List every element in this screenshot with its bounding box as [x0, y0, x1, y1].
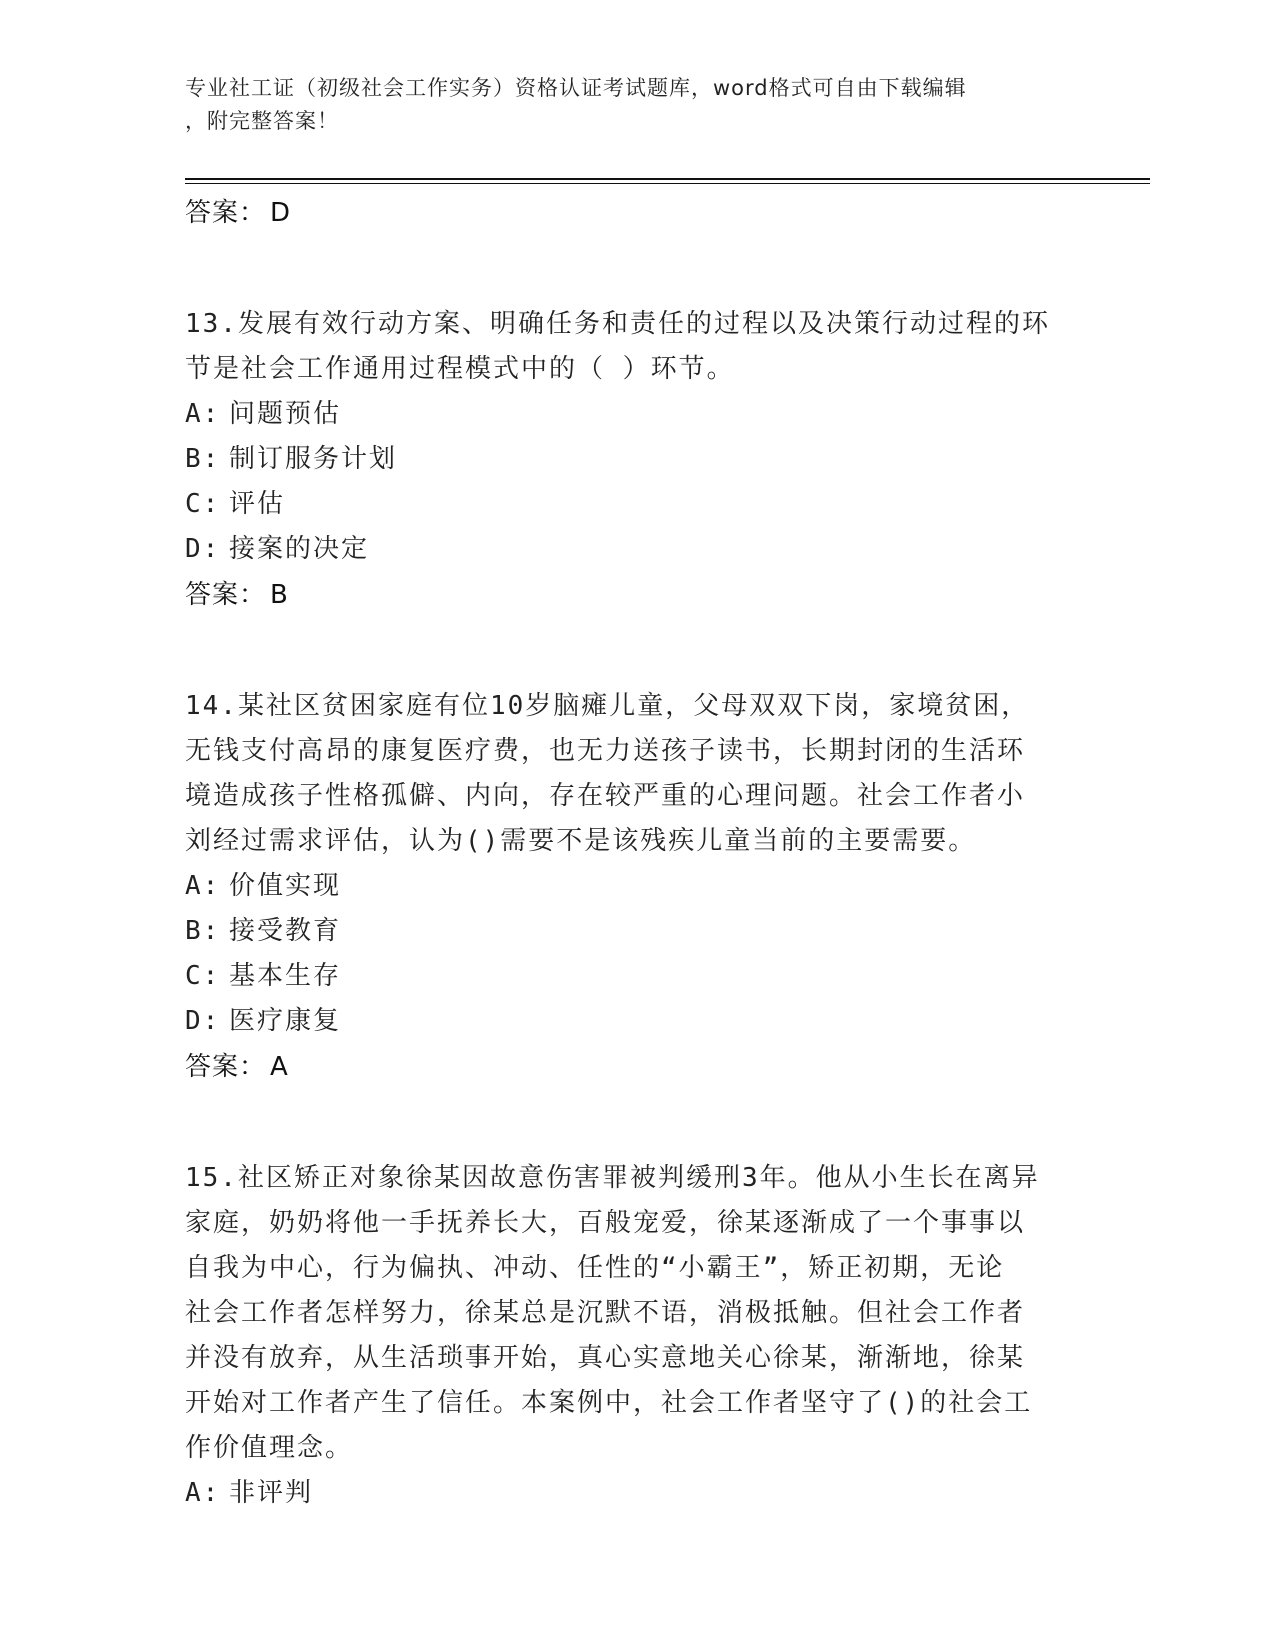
option-a: [185, 864, 1065, 909]
option-letter: A:: [185, 871, 221, 901]
option-letter: D:: [185, 534, 221, 564]
answer-label: 答案：: [185, 580, 267, 610]
answer-value: A: [270, 1052, 289, 1082]
option-letter: B:: [185, 444, 221, 474]
option-d: [185, 527, 1065, 572]
answer-value: B: [270, 580, 289, 610]
stem-line: 并没有放弃，从生活琐事开始，真心实意地关心徐某，渐渐地，徐某: [185, 1343, 1026, 1373]
option-a: [185, 392, 1065, 437]
previous-answer: [185, 190, 1065, 236]
option-text: 基本生存: [229, 961, 342, 991]
stem-line: 节是社会工作通用过程模式中的（ ）环节。: [185, 354, 735, 384]
option-letter: A:: [185, 399, 221, 429]
option-letter: B:: [185, 916, 221, 946]
option-letter: D:: [185, 1006, 221, 1036]
question-stem: [185, 1156, 1065, 1471]
stem-line: 无钱支付高昂的康复医疗费，也无力送孩子读书，长期封闭的生活环: [185, 736, 1026, 766]
header-divider-thin: [185, 183, 1150, 184]
header-line-1: 专业社工证（初级社会工作实务）资格认证考试题库，word格式可自由下载编辑: [185, 76, 967, 100]
stem-line: 社会工作者怎样努力，徐某总是沉默不语，消极抵触。但社会工作者: [185, 1298, 1026, 1328]
option-text: 接受教育: [229, 916, 342, 946]
option-letter: C:: [185, 961, 221, 991]
option-text: 问题预估: [229, 399, 342, 429]
document-header: [185, 72, 1065, 138]
option-letter: C:: [185, 489, 221, 519]
spacer: [185, 1090, 1065, 1134]
header-divider-thick: [185, 178, 1150, 180]
option-b: [185, 437, 1065, 482]
stem-line: 刘经过需求评估，认为()需要不是该残疾儿童当前的主要需要。: [185, 826, 977, 856]
option-text: 价值实现: [229, 871, 342, 901]
question-answer: [185, 1044, 1065, 1090]
stem-line: 家庭，奶奶将他一手抚养长大，百般宠爱，徐某逐渐成了一个事事以: [185, 1208, 1026, 1238]
answer-value: D: [270, 198, 292, 228]
stem-line: 境造成孩子性格孤僻、内向，存在较严重的心理问题。社会工作者小: [185, 781, 1026, 811]
stem-line: 自我为中心，行为偏执、冲动、任性的“小霸王”，矫正初期，无论: [185, 1253, 1005, 1283]
spacer: [185, 236, 1065, 280]
option-letter: A:: [185, 1478, 221, 1508]
answer-label: 答案：: [185, 1052, 267, 1082]
option-c: [185, 954, 1065, 999]
document-body: [185, 190, 1065, 1516]
stem-line: 作价值理念。: [185, 1433, 354, 1463]
option-text: 非评判: [229, 1478, 314, 1508]
question-stem: [185, 302, 1065, 392]
answer-label: 答案：: [185, 198, 267, 228]
option-c: [185, 482, 1065, 527]
option-text: 制订服务计划: [229, 444, 398, 474]
header-line-2: ，附完整答案！: [185, 109, 339, 133]
stem-line: 13.发展有效行动方案、明确任务和责任的过程以及决策行动过程的环: [185, 309, 1050, 339]
option-text: 医疗康复: [229, 1006, 342, 1036]
spacer: [185, 618, 1065, 662]
stem-line: 开始对工作者产生了信任。本案例中，社会工作者坚守了()的社会工: [185, 1388, 1033, 1418]
question-stem: [185, 684, 1065, 864]
option-text: 接案的决定: [229, 534, 370, 564]
question-15: [185, 1156, 1065, 1516]
question-14: [185, 684, 1065, 1090]
question-13: [185, 302, 1065, 618]
stem-line: 15.社区矫正对象徐某因故意伤害罪被判缓刑3年。他从小生长在离异: [185, 1163, 1040, 1193]
option-d: [185, 999, 1065, 1044]
option-text: 评估: [229, 489, 286, 519]
stem-line: 14.某社区贫困家庭有位10岁脑瘫儿童，父母双双下岗，家境贫困，: [185, 691, 1030, 721]
question-answer: [185, 572, 1065, 618]
option-b: [185, 909, 1065, 954]
option-a: [185, 1471, 1065, 1516]
